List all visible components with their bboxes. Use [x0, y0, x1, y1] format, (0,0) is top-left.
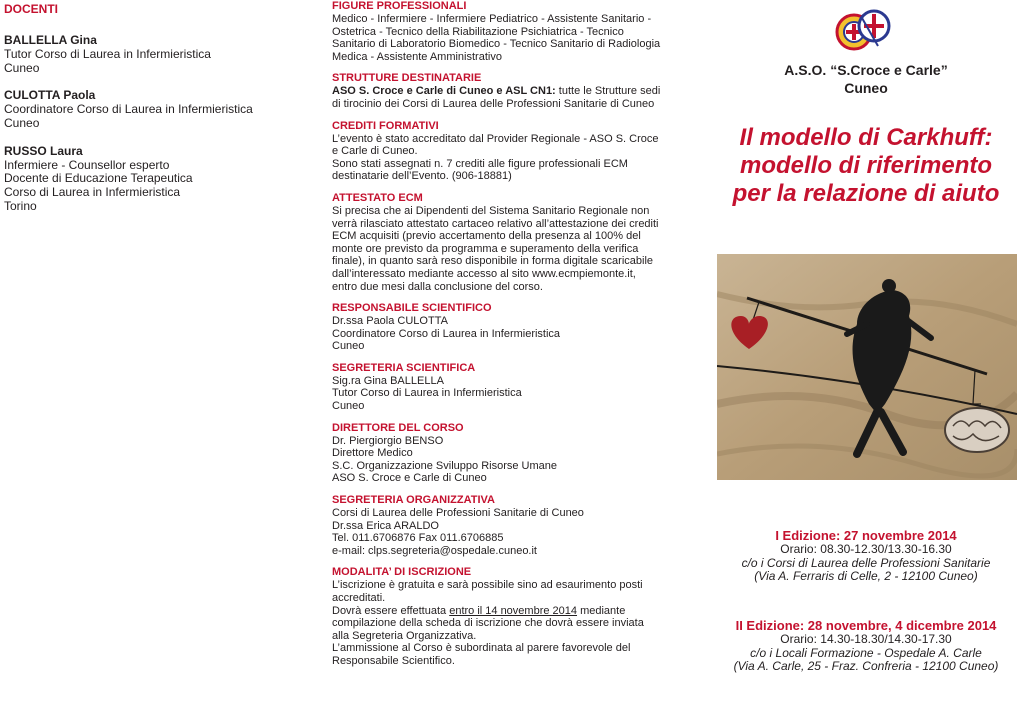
edition-2 — [716, 618, 1016, 674]
edition-title: II Edizione: 28 novembre, 4 dicembre 2014 — [735, 618, 997, 633]
text-line: ASO S. Croce e Carle di Cuneo — [332, 472, 487, 485]
text-fragment: Dovrà essere effettuata — [332, 604, 450, 617]
text-line: dall’interessato mediante accesso al sito www.ecmpiemonte.it, — [332, 267, 636, 280]
text-line: Direttore Medico — [332, 447, 413, 460]
text-line: Medica - Assistente Amministrativo — [332, 50, 502, 63]
edition-title: I Edizione: 27 novembre 2014 — [775, 528, 957, 543]
section-title: DIRETTORE DEL CORSO — [332, 421, 464, 434]
section-attestato — [332, 192, 666, 293]
docente-course: Corso di Laurea in Infermieristica — [4, 185, 181, 200]
docente-name: RUSSO Laura — [4, 143, 83, 158]
text-line: S.C. Organizzazione Sviluppo Risorse Umane — [332, 459, 557, 472]
title-line: per la relazione di aiuto — [732, 180, 1000, 207]
edition-schedule: Orario: 14.30-18.30/14.30-17.30 — [780, 632, 952, 646]
text-line — [332, 605, 666, 618]
phone-fax: Tel. 011.6706876 Fax 011.6706885 — [332, 532, 504, 545]
docente-city: Cuneo — [4, 115, 40, 130]
edition-schedule: Orario: 08.30-12.30/13.30-16.30 — [780, 542, 952, 556]
docente-name: CULOTTA Paola — [4, 88, 96, 103]
organization-name: A.S.O. “S.Croce e Carle” — [784, 62, 948, 78]
docente-role: Docente di Educazione Terapeutica — [4, 171, 193, 186]
edition-address: (Via A. Carle, 25 - Fraz. Confreria - 12100 Cuneo) — [733, 659, 999, 674]
text-line: di tirocinio dei Corsi di Laurea delle Professioni Sanitarie di Cuneo — [332, 97, 655, 110]
text-line: alla Segreteria Organizzativa. — [332, 629, 477, 642]
section-segreteria-scientifica — [332, 362, 666, 413]
edition-location: c/o i Locali Formazione - Ospedale A. Carle — [750, 645, 982, 660]
text-line: Cuneo — [332, 340, 365, 353]
edition-location: c/o i Corsi di Laurea delle Professioni Sanitarie — [741, 555, 991, 570]
text-line: Sanitario di Laboratorio Biomedico - Tecnico Sanitario di Radiologia — [332, 38, 661, 51]
text-line: compilazione della scheda di iscrizione che dovrà essere inviata — [332, 617, 644, 630]
text-fragment: mediante — [577, 604, 626, 617]
text-line: verrà rilasciato attestato cartaceo relativo all’attestazione dei crediti — [332, 217, 659, 230]
section-modalita — [332, 566, 666, 667]
text-line: Cuneo — [332, 400, 365, 413]
section-title: FIGURE PROFESSIONALI — [332, 0, 467, 12]
docenti-title: DOCENTI — [4, 2, 58, 16]
text-line: Corsi di Laurea delle Professioni Sanitarie di Cuneo — [332, 507, 584, 520]
text-line: Dr.ssa Erica ARALDO — [332, 519, 439, 532]
hospital-logo — [834, 6, 920, 56]
text-line: Tutor Corso di Laurea in Infermieristica — [332, 387, 522, 400]
info-column — [332, 0, 666, 677]
section-title: MODALITA’ DI ISCRIZIONE — [332, 566, 472, 579]
title-line: Il modello di Carkhuff: — [739, 124, 993, 151]
section-direttore — [332, 422, 666, 485]
docente-city: Torino — [4, 198, 37, 213]
text-line: L’ammissione al Corso è subordinata al parere favorevole del — [332, 642, 631, 655]
text-line: ECM acquisiti (previo accertamento della presenza al 100% del — [332, 230, 641, 243]
section-title: CREDITI FORMATIVI — [332, 119, 439, 132]
email-line: e-mail: clps.segreteria@ospedale.cuneo.it — [332, 544, 537, 557]
strutture-bold: ASO S. Croce e Carle di Cuneo e ASL CN1: — [332, 85, 556, 98]
course-title — [716, 124, 1016, 208]
section-body — [332, 435, 666, 485]
section-title: ATTESTATO ECM — [332, 191, 423, 204]
text-line: Medico - Infermiere - Infermiere Pediatrico - Assistente Sanitario - — [332, 13, 652, 25]
text-line: e Carle di Cuneo. — [332, 145, 418, 158]
section-body — [332, 315, 666, 353]
docente-russo — [4, 145, 304, 214]
section-body — [332, 579, 666, 667]
docente-culotta — [4, 89, 304, 130]
section-responsabile — [332, 302, 666, 353]
text-line: Sig.ra Gina BALLELLA — [332, 374, 444, 387]
text-line: entro due mesi dalla conclusione del corso. — [332, 280, 543, 293]
section-body — [332, 205, 666, 293]
section-body — [332, 13, 666, 63]
section-title: SEGRETERIA ORGANIZZATIVA — [332, 494, 495, 507]
text-line: monte ore previsto da programma e superamento della verifica — [332, 242, 639, 255]
strutture-rest: tutte le Strutture sedi — [555, 85, 661, 98]
section-title: SEGRETERIA SCIENTIFICA — [332, 361, 476, 374]
section-figure-professionali — [332, 0, 666, 63]
docente-ballella — [4, 34, 304, 75]
docente-city: Cuneo — [4, 60, 40, 75]
text-line: finale), in quanto sarà reso disponibile in forma digitale scaricabile — [332, 255, 654, 268]
section-body — [332, 507, 666, 557]
section-segreteria-organizzativa — [332, 494, 666, 557]
text-line — [332, 85, 666, 98]
docente-role: Coordinatore Corso di Laurea in Infermieristica — [4, 102, 253, 117]
deadline-date: entro il 14 novembre 2014 — [449, 604, 578, 617]
edition-address: (Via A. Ferraris di Celle, 2 - 12100 Cuneo) — [754, 569, 978, 584]
text-line: Coordinatore Corso di Laurea in Infermieristica — [332, 327, 561, 340]
tightrope-illustration — [717, 254, 1017, 480]
text-line: accreditati. — [332, 592, 386, 604]
docenti-column — [4, 0, 304, 228]
docente-role: Infermiere - Counsellor esperto — [4, 157, 170, 172]
docente-role: Tutor Corso di Laurea in Infermieristica — [4, 46, 211, 61]
text-line: Dr.ssa Paola CULOTTA — [332, 315, 448, 328]
text-line: Ostetrica - Tecnico della Riabilitazione Psichiatrica - Tecnico — [332, 25, 624, 38]
text-line: destinatarie dell’Evento. (906-18881) — [332, 170, 512, 183]
text-line: Sono stati assegnati n. 7 crediti alle figure professionali ECM — [332, 157, 628, 170]
section-strutture — [332, 72, 666, 110]
section-body — [332, 375, 666, 413]
text-line: Dr. Piergiorgio BENSO — [332, 434, 444, 447]
text-line: Responsabile Scientifico. — [332, 654, 455, 667]
organization-city: Cuneo — [844, 80, 888, 96]
section-body — [332, 133, 666, 183]
section-title: STRUTTURE DESTINATARIE — [332, 72, 482, 85]
text-line: L’evento è stato accreditato dal Provider Regionale - ASO S. Croce — [332, 132, 659, 145]
text-line: Si precisa che ai Dipendenti del Sistema Sanitario Regionale non — [332, 204, 650, 217]
title-line: modello di riferimento — [739, 152, 993, 179]
edition-1 — [716, 528, 1016, 584]
section-title: RESPONSABILE SCIENTIFICO — [332, 302, 492, 315]
docente-name: BALLELLA Gina — [4, 33, 97, 47]
text-line: L’iscrizione è gratuita e sarà possibile sino ad esaurimento posti — [332, 579, 643, 592]
section-crediti — [332, 120, 666, 183]
section-body — [332, 85, 666, 110]
